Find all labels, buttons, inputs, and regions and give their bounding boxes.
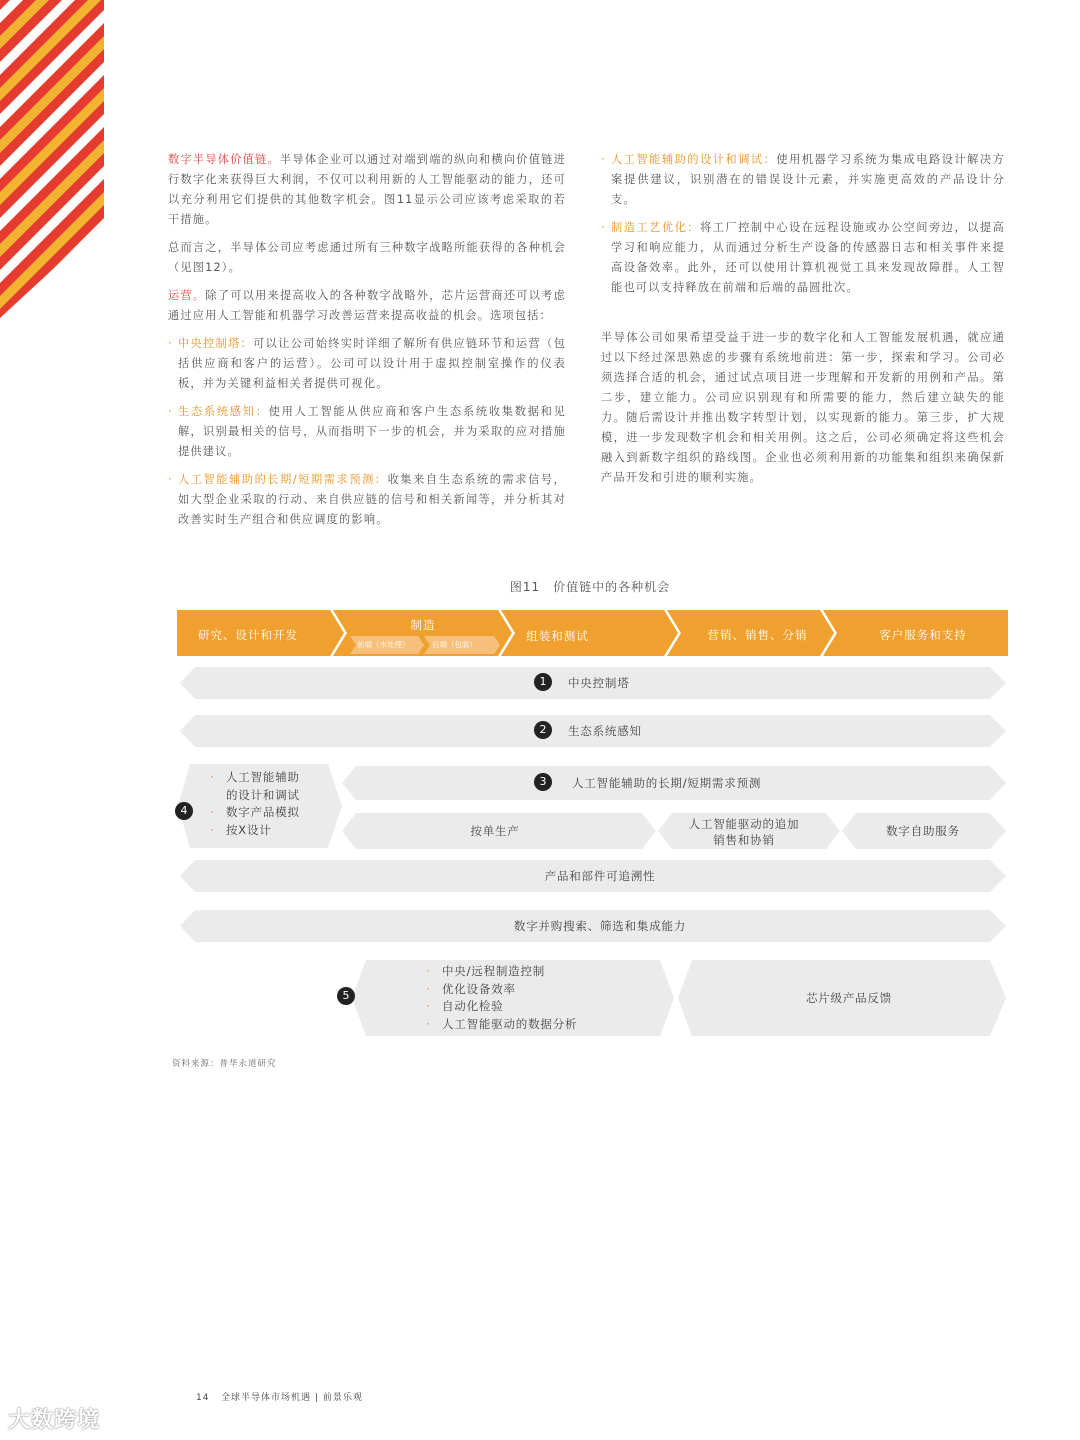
- heading-operations: 运营。: [168, 289, 206, 302]
- bullet-control-tower: · 中央控制塔：可以让公司始终实时详细了解所有供应链环节和运营（包括供应商和客户的运营）。公司可以设计用于虚拟控制室操作的仪表板，并为关键利益相关者提供可视化。: [168, 334, 566, 394]
- list-item: · 按X设计: [210, 822, 272, 837]
- row7-bullet-list: [426, 963, 577, 1033]
- number-badge-3: 3: [534, 773, 552, 791]
- header-label-rdd: 研究、设计和开发: [198, 628, 298, 642]
- row-label-build-to-order: 按单生产: [470, 824, 520, 838]
- row-label-traceability: 产品和部件可追溯性: [544, 869, 656, 883]
- bullet-dot: ·: [168, 405, 173, 418]
- list-item: · 优化设备效率: [426, 981, 516, 996]
- number-badge-1: 1: [534, 673, 552, 691]
- list-item: · 中央/远程制造控制: [426, 964, 546, 978]
- bullet-dot: ·: [601, 221, 606, 234]
- list-item: · 人工智能驱动的数据分析: [426, 1016, 578, 1031]
- figure-title: 图11 价值链中的各种机会: [509, 580, 671, 594]
- number-badge-5: 5: [337, 987, 355, 1005]
- footer-subtitle: 前景乐观: [322, 1393, 363, 1403]
- header-label-assembly: 组装和测试: [526, 629, 589, 643]
- row-label-demand-forecast: 人工智能辅助的长期/短期需求预测: [572, 776, 762, 790]
- footer-separator: |: [314, 1393, 319, 1403]
- header-label-marketing: 营销、销售、分销: [707, 628, 808, 642]
- bullet-dot: ·: [601, 153, 606, 166]
- bullet-dot: ·: [168, 473, 173, 486]
- header-label-service: 客户服务和支持: [879, 628, 967, 642]
- row-label-mna: 数字并购搜索、筛选和集成能力: [513, 919, 687, 933]
- number-badge-4: 4: [175, 802, 193, 820]
- row-label-control-tower: 中央控制塔: [568, 676, 630, 690]
- page-number: 14: [196, 1393, 210, 1403]
- paragraph-next-steps: 半导体公司如果希望受益于进一步的数字化和人工智能发展机遇，就应通过以下经过深思熟虑的步骤有系统地前进：第一步，探索和学习。公司必须选择合适的机会，通过试点项目进一步理解和开发新的用例和产品。第二步，建立能力。公司应识别现有和所需要的能力，然后建立缺失的能力。随后需设计并推出数字转型计划，以实现新的能力。第三步，扩大规模，进一步发现数字机会和相关用例。这之后，公司必须确定将这些机会融入到新数字组织的路线图。企业也必须利用新的功能集和组织来确保新产品开发和引进的顺利实施。: [601, 331, 1005, 484]
- row-label-upsell-line2: 销售和协销: [713, 833, 775, 847]
- page-footer: [196, 1390, 363, 1403]
- bullet-ai-design: · 人工智能辅助的设计和调试：使用机器学习系统为集成电路设计解决方案提供建议，识别潜在的错误设计元素，并实施更高效的产品设计分支。: [601, 150, 1005, 210]
- header-label-manufacturing: 制造: [410, 618, 436, 632]
- header-sub-backend-label: 后端（包装）: [432, 640, 477, 649]
- heading-value-chain: 数字半导体价值链。: [168, 153, 280, 166]
- watermark-logo: 大数跨境: [8, 1408, 101, 1433]
- paragraph-operations: 运营。除了可以用来提高收入的各种数字战略外，芯片运营商还可以考虑通过应用人工智能和机器学习改善运营来提高收益的机会。选项包括：: [168, 289, 566, 322]
- list-item: · 数字产品模拟: [210, 805, 300, 819]
- row-label-chip-feedback: 芯片级产品反馈: [805, 991, 893, 1005]
- number-badge-2: 2: [534, 721, 552, 739]
- bullet-dot: ·: [168, 337, 173, 350]
- list-item: · 自动化检验: [426, 999, 504, 1013]
- row-label-upsell-line1: 人工智能驱动的追加: [688, 817, 800, 831]
- list-item: 的设计和调试: [226, 787, 300, 802]
- footer-title: 全球半导体市场机遇: [221, 1393, 312, 1403]
- row-label-ecosystem: 生态系统感知: [568, 724, 642, 738]
- paragraph-summary: 总而言之，半导体公司应考虑通过所有三种数字战略所能获得的各种机会（见图12）。: [168, 241, 566, 274]
- list-item: · 人工智能辅助: [210, 770, 300, 784]
- figure-source: 资料来源：普华永道研究: [172, 1059, 277, 1069]
- row-label-self-service: 数字自助服务: [886, 824, 960, 838]
- paragraph-value-chain: 数字半导体价值链。半导体企业可以通过对端到端的纵向和横向价值链进行数字化来获得巨大利润，不仅可以利用新的人工智能驱动的能力，还可以充分利用它们提供的其他数字机会。图11显示公司应该考虑采取的若干措施。: [168, 153, 566, 226]
- bullet-demand-forecast: · 人工智能辅助的长期/短期需求预测：收集来自生态系统的需求信号，如大型企业采取的行动、来自供应链的信号和相关新闻等，并分析其对改善实时生产组合和供应调度的影响。: [168, 470, 566, 530]
- row4-bullet-list: [210, 769, 300, 839]
- header-sub-frontend-label: 前端（水处理）: [357, 640, 410, 649]
- bullet-process-optimization: · 制造工艺优化：将工厂控制中心设在远程设施或办公空间旁边，以提高学习和响应能力，从而通过分析生产设备的传感器日志和相关事件来提高设备效率。此外，还可以使用计算机视觉工具来发现故障群。人工智能也可以支持释放在前端和后端的晶圆批次。: [601, 218, 1005, 298]
- bullet-ecosystem: · 生态系统感知：使用人工智能从供应商和客户生态系统收集数据和见解，识别最相关的信号，从而指明下一步的机会，并为采取的应对措施提供建议。: [168, 402, 566, 462]
